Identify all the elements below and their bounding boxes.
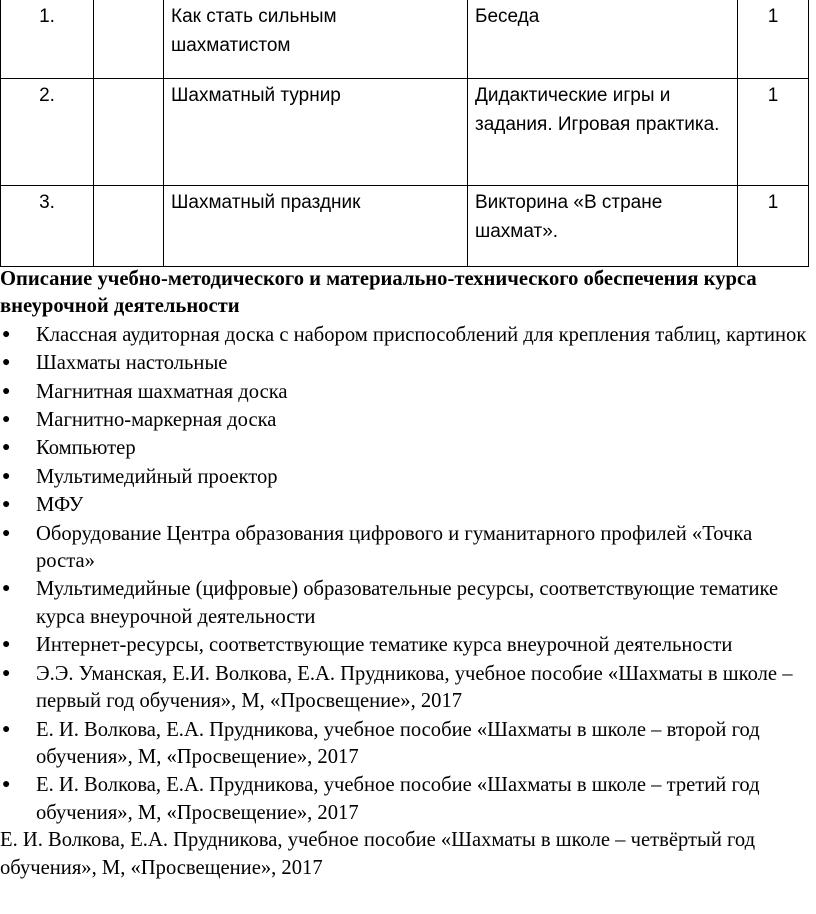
form-cell: Викторина «В стране шахмат». — [468, 186, 738, 267]
list-item — [0, 771, 812, 827]
list-item-text: Шахматы настольные — [36, 352, 228, 375]
row-number-cell: 1. — [1, 0, 94, 79]
list-item — [0, 575, 812, 631]
bullet-icon: ● — [2, 777, 11, 793]
table-row — [1, 79, 809, 186]
hours-cell: 1 — [738, 186, 809, 267]
form-cell: Беседа — [468, 0, 738, 79]
list-item — [0, 716, 812, 772]
bullet-icon: ● — [2, 525, 11, 541]
list-item — [0, 378, 812, 406]
list-item-text: Э.Э. Уманская, Е.И. Волкова, Е.А. Прудникова, учебное пособие «Шахматы в школе – первый год обучения», М, «Просвещение», 2017 — [36, 662, 793, 713]
list-item-text: Мультимедийные (цифровые) образовательные ресурсы, соответствующие тематике курса внеурочной деятельности — [36, 578, 779, 628]
empty-cell — [94, 79, 164, 186]
section-heading: Описание учебно-методического и материально-технического обеспечения курса внеурочной деятельности — [0, 268, 757, 318]
row-number-cell: 3. — [1, 186, 94, 267]
list-item-text: Е. И. Волкова, Е.А. Прудникова, учебное пособие «Шахматы в школе – третий год обучения», М, «Просвещение», 2017 — [36, 774, 760, 824]
list-item — [0, 660, 812, 716]
bullet-icon: ● — [2, 412, 11, 428]
bullet-icon: ● — [2, 440, 11, 456]
list-item-text: Классная аудиторная доска с набором приспособлений для крепления таблиц, картинок — [36, 323, 807, 346]
bullet-icon: ● — [2, 581, 11, 597]
list-item-text: Компьютер — [36, 437, 136, 460]
bullet-icon: ● — [2, 637, 11, 653]
topic-cell: Шахматный праздник — [164, 186, 468, 267]
trailing-paragraph: Е. И. Волкова, Е.А. Прудникова, учебное пособие «Шахматы в школе – четвёртый год обучения», М, «Просвещение», 2017 — [0, 829, 756, 879]
empty-cell — [94, 0, 164, 79]
list-item-text: Оборудование Центра образования цифрового и гуманитарного профилей «Точка роста» — [36, 522, 753, 573]
bullet-icon: ● — [2, 383, 11, 399]
equipment-section — [0, 266, 812, 882]
list-item — [0, 434, 812, 462]
list-item-text: Магнитно-маркерная доска — [36, 409, 277, 432]
list-item-text: МФУ — [36, 494, 84, 517]
hours-cell: 1 — [738, 0, 809, 79]
bullet-icon: ● — [2, 355, 11, 371]
topic-cell: Шахматный турнир — [164, 79, 468, 186]
row-number-cell: 2. — [1, 79, 94, 186]
list-item-text: Е. И. Волкова, Е.А. Прудникова, учебное пособие «Шахматы в школе – второй год обучения», М, «Просвещение», 2017 — [36, 718, 760, 768]
hours-cell: 1 — [738, 79, 809, 186]
list-item — [0, 631, 812, 659]
topic-cell: Как стать сильным шахматистом — [164, 0, 468, 79]
table-row — [1, 0, 809, 79]
bullet-icon: ● — [2, 497, 11, 513]
bullet-icon: ● — [2, 665, 11, 681]
empty-cell — [94, 186, 164, 267]
list-item-text: Интернет-ресурсы, соответствующие тематике курса внеурочной деятельности — [36, 634, 733, 657]
table-row — [1, 186, 809, 267]
list-item — [0, 520, 812, 576]
bullet-icon: ● — [2, 721, 11, 737]
list-item — [0, 406, 812, 434]
list-item-text: Мультимедийный проектор — [36, 465, 278, 488]
bullet-icon: ● — [2, 468, 11, 484]
list-item — [0, 321, 812, 349]
list-item — [0, 491, 812, 519]
bullet-icon: ● — [2, 326, 11, 342]
list-item-text: Магнитная шахматная доска — [36, 380, 288, 403]
list-item — [0, 349, 812, 377]
lesson-plan-table — [0, 0, 809, 267]
form-cell: Дидактические игры и задания. Игровая практика. — [468, 79, 738, 186]
equipment-list — [0, 321, 812, 827]
list-item — [0, 463, 812, 491]
